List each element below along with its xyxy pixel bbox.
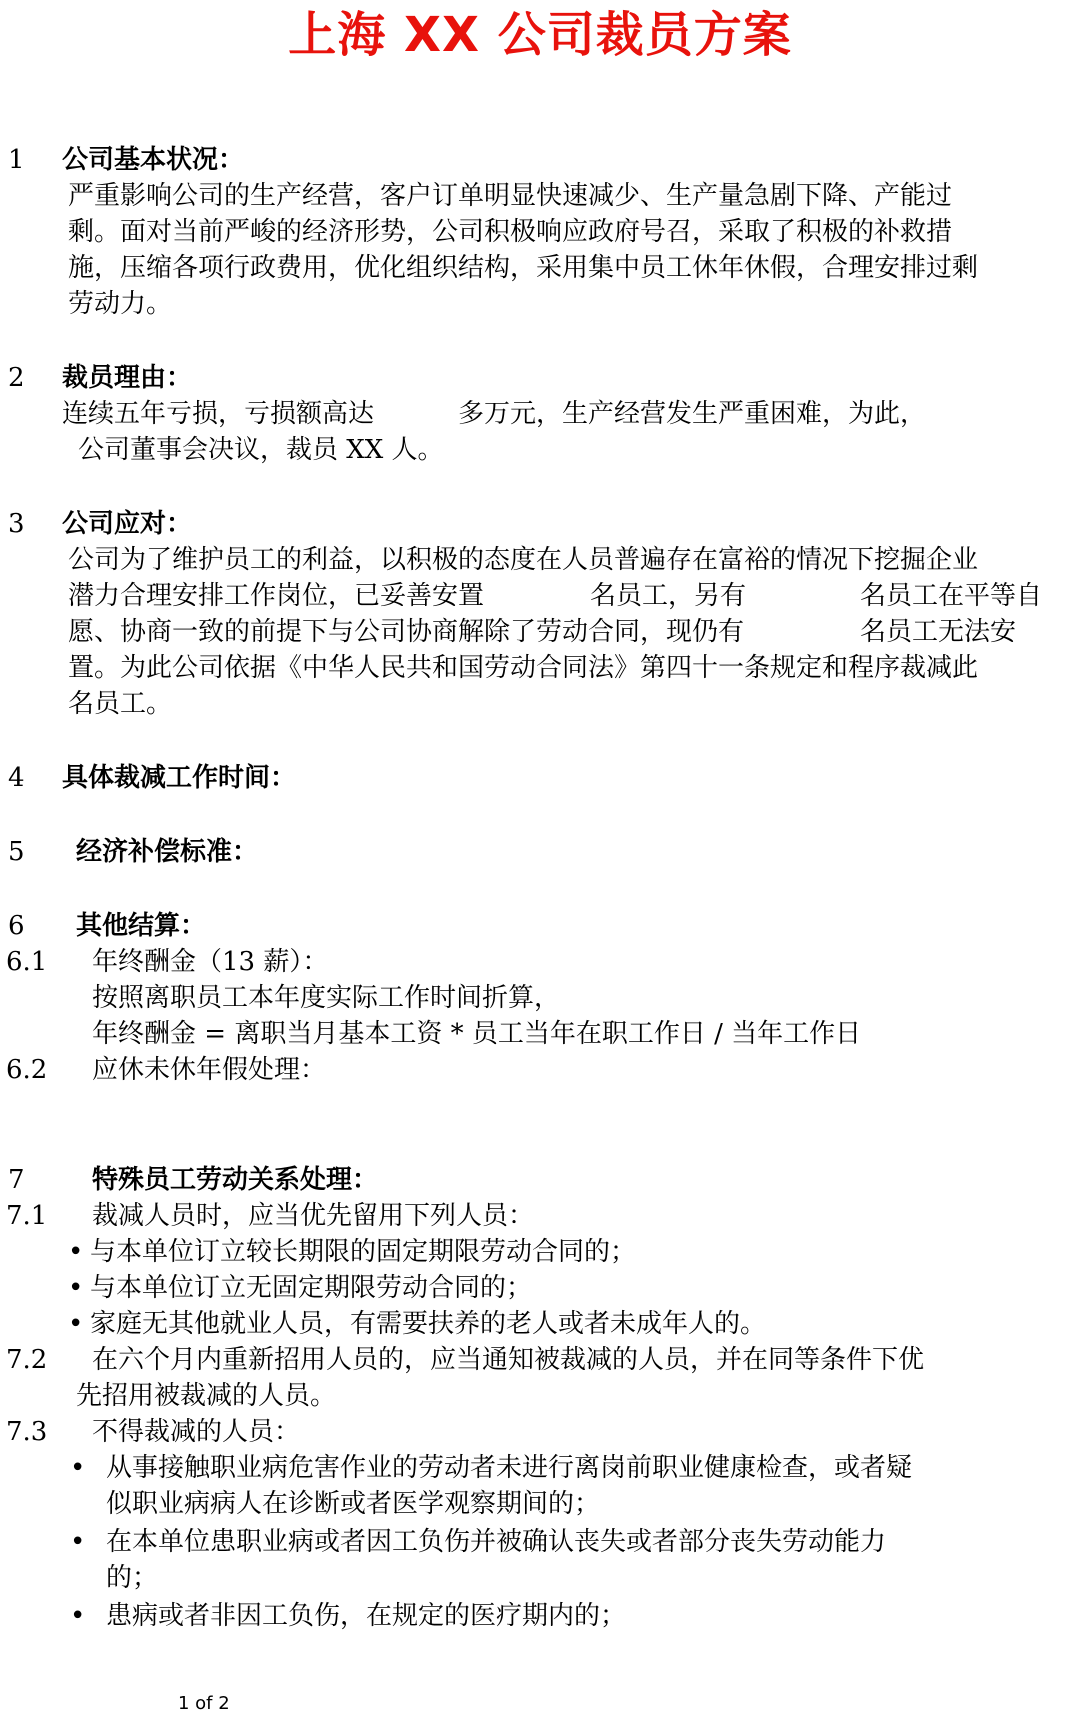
section-3-number: 3 <box>8 509 25 539</box>
section-1-line-2: 剩。面对当前严峻的经济形势，公司积极响应政府号召，采取了积极的补救措 <box>68 217 953 247</box>
subsection-7-1-item-3: 家庭无其他就业人员，有需要扶养的老人或者未成年人的。 <box>90 1309 767 1339</box>
section-3-line-2b: 名员工，另有 <box>590 581 747 611</box>
document-title: 上海 XX 公司裁员方案 <box>288 7 792 63</box>
subsection-7-2-line-1: 在六个月内重新招用人员的，应当通知被裁减的人员，并在同等条件下优 <box>92 1345 925 1375</box>
section-3-line-5: 名员工。 <box>68 689 173 719</box>
section-3-line-3b: 名员工无法安 <box>860 617 1017 647</box>
section-3-line-1: 公司为了维护员工的利益，以积极的态度在人员普遍存在富裕的情况下挖掘企业 <box>68 545 979 575</box>
subsection-7-2-line-2: 先招用被裁减的人员。 <box>76 1381 337 1411</box>
subsection-6-2-number: 6.2 <box>6 1055 48 1085</box>
bullet-icon: • <box>70 1527 86 1557</box>
subsection-6-2-title: 应休未休年假处理： <box>92 1055 327 1085</box>
section-3-line-4: 置。为此公司依据《中华人民共和国劳动合同法》第四十一条规定和程序裁减此 <box>68 653 979 683</box>
section-5-heading: 经济补偿标准： <box>76 837 259 867</box>
section-1-heading: 公司基本状况： <box>62 145 245 175</box>
subsection-7-1-title: 裁减人员时，应当优先留用下列人员： <box>92 1201 535 1231</box>
section-1-line-1: 严重影响公司的生产经营，客户订单明显快速减少、生产量急剧下降、产能过 <box>68 181 953 211</box>
section-3-heading: 公司应对： <box>62 509 193 539</box>
bullet-icon: • <box>70 1453 86 1483</box>
section-1-number: 1 <box>8 145 25 175</box>
subsection-6-1-number: 6.1 <box>6 947 48 977</box>
subsection-7-1-number: 7.1 <box>6 1201 48 1231</box>
subsection-7-3-number: 7.3 <box>6 1417 48 1447</box>
section-3-line-2c: 名员工在平等自 <box>860 581 1043 611</box>
subsection-6-1-formula: 年终酬金 = 离职当月基本工资 * 员工当年在职工作日 / 当年工作日 <box>92 1019 862 1049</box>
section-6-heading: 其他结算： <box>76 911 207 941</box>
section-1-line-4: 劳动力。 <box>68 289 173 319</box>
subsection-7-3-title: 不得裁减的人员： <box>92 1417 301 1447</box>
subsection-7-3-item-1-line-1: 从事接触职业病危害作业的劳动者未进行离岗前职业健康检查，或者疑 <box>106 1453 913 1483</box>
section-7-heading: 特殊员工劳动关系处理： <box>92 1165 379 1195</box>
subsection-7-3-item-3-line-1: 患病或者非因工负伤，在规定的医疗期内的； <box>106 1601 627 1631</box>
section-5-number: 5 <box>8 837 25 867</box>
bullet-icon: • <box>68 1273 84 1303</box>
page-number: 1 of 2 <box>178 1693 230 1714</box>
section-4-heading: 具体裁减工作时间： <box>62 763 297 793</box>
subsection-6-1-line-1: 按照离职员工本年度实际工作时间折算， <box>92 983 561 1013</box>
subsection-7-1-item-2: 与本单位订立无固定期限劳动合同的； <box>90 1273 533 1303</box>
section-3-line-2a: 潜力合理安排工作岗位，已妥善安置 <box>68 581 485 611</box>
section-2-line-1b: 多万元，生产经营发生严重困难，为此， <box>458 399 927 429</box>
subsection-7-3-item-1-line-2: 似职业病病人在诊断或者医学观察期间的； <box>106 1489 601 1519</box>
bullet-icon: • <box>68 1237 84 1267</box>
subsection-6-1-title: 年终酬金（13 薪）： <box>92 947 329 977</box>
section-4-number: 4 <box>8 763 25 793</box>
section-1-line-3: 施，压缩各项行政费用，优化组织结构，采用集中员工休年休假，合理安排过剩 <box>68 253 979 283</box>
subsection-7-2-number: 7.2 <box>6 1345 48 1375</box>
section-2-line-2: 公司董事会决议，裁员 XX 人。 <box>78 435 444 465</box>
bullet-icon: • <box>68 1309 84 1339</box>
bullet-icon: • <box>70 1601 86 1631</box>
section-2-number: 2 <box>8 363 25 393</box>
subsection-7-1-item-1: 与本单位订立较长期限的固定期限劳动合同的； <box>90 1237 637 1267</box>
section-7-number: 7 <box>8 1165 25 1195</box>
subsection-7-3-item-2-line-1: 在本单位患职业病或者因工负伤并被确认丧失或者部分丧失劳动能力 <box>106 1527 887 1557</box>
subsection-7-3-item-2-line-2: 的； <box>106 1563 159 1593</box>
section-2-line-1a: 连续五年亏损，亏损额高达 <box>62 399 375 429</box>
section-6-number: 6 <box>8 911 25 941</box>
section-2-heading: 裁员理由： <box>62 363 193 393</box>
section-3-line-3a: 愿、协商一致的前提下与公司协商解除了劳动合同，现仍有 <box>68 617 745 647</box>
